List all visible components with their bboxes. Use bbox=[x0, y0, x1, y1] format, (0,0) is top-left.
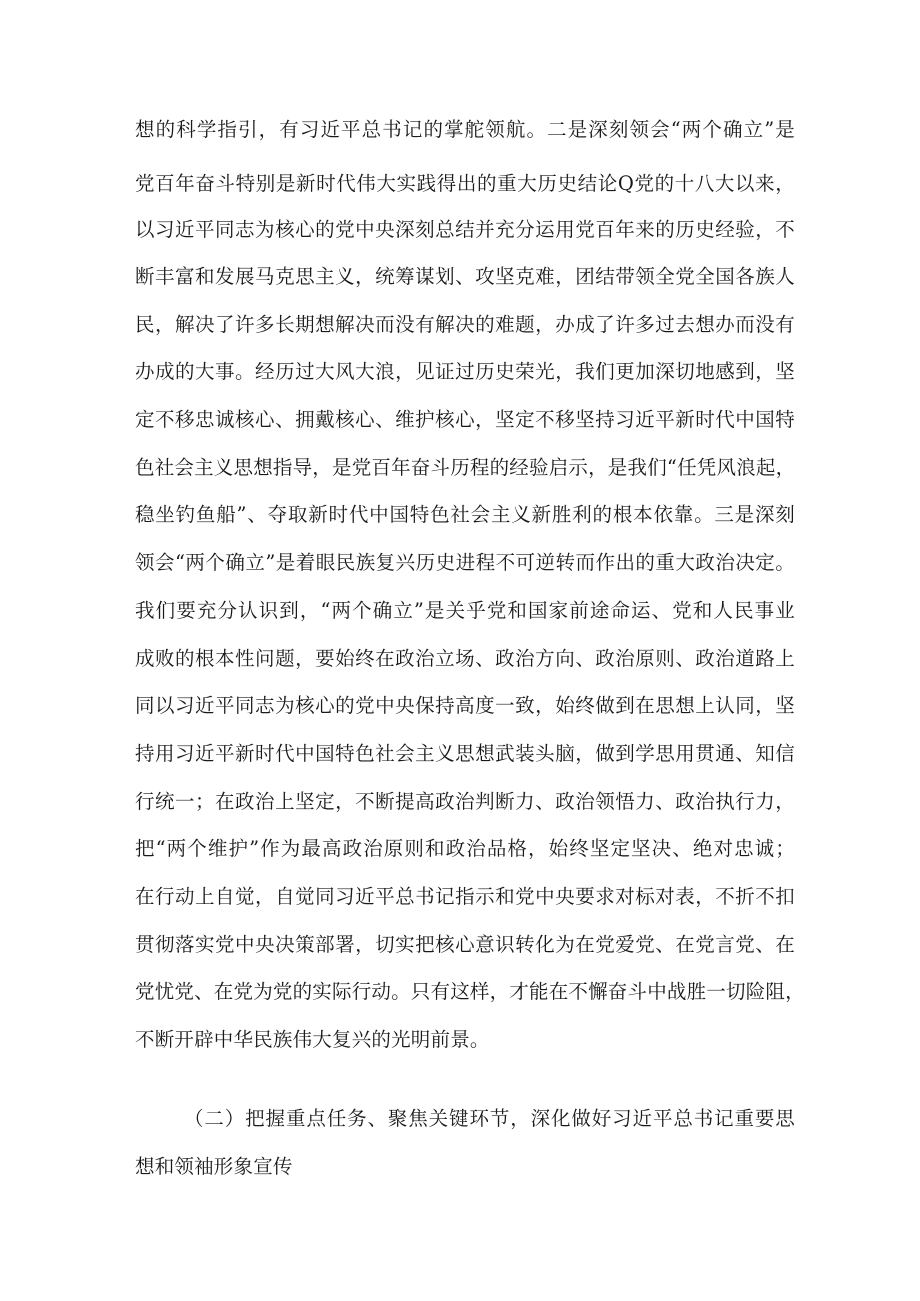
text-line: 定不移忠诚核心、拥戴核心、维护核心，坚定不移坚持习近平新时代中国特 bbox=[135, 408, 795, 431]
text-line: 我们要充分认识到，“两个确立”是关乎党和国家前途命运、党和人民事业 bbox=[135, 599, 795, 622]
text-line: 党忧党、在党为党的实际行动。只有这样，才能在不懈奋斗中战胜一切险阻， bbox=[135, 980, 805, 1003]
text-line: 领会“两个确立”是着眼民族复兴历史进程不可逆转而作出的重大政治决定。 bbox=[135, 551, 795, 574]
text-line: 民，解决了许多长期想解决而没有解决的难题，办成了许多过去想办而没有 bbox=[135, 313, 795, 336]
text-line: 办成的大事。经历过大风大浪，见证过历史荣光，我们更加深切地感到，坚 bbox=[135, 360, 795, 383]
text-line: 成败的根本性问题，要始终在政治立场、政治方向、政治原则、政治道路上 bbox=[135, 647, 795, 670]
text-line: 断丰富和发展马克思主义，统筹谋划、攻坚克难，团结带领全党全国各族人 bbox=[135, 265, 795, 288]
text-line: 贯彻落实党中央决策部署，切实把核心意识转化为在党爱党、在党言党、在 bbox=[135, 933, 795, 956]
text-line: 党百年奋斗特别是新时代伟大实践得出的重大历史结论Q党的十八大以来， bbox=[135, 172, 795, 195]
text-line: 想的科学指引，有习近平总书记的掌舵领航。二是深刻领会“两个确立”是 bbox=[135, 118, 795, 141]
text-line: 不断开辟中华民族伟大复兴的光明前景。 bbox=[135, 1028, 490, 1051]
text-line: 同以习近平同志为核心的党中央保持高度一致，始终做到在思想上认同，坚 bbox=[135, 694, 795, 717]
text-line: 在行动上自觉，自觉同习近平总书记指示和党中央要求对标对表，不折不扣 bbox=[135, 885, 795, 908]
text-line: 色社会主义思想指导，是党百年奋斗历程的经验启示，是我们“任凭风浪起， bbox=[135, 456, 796, 479]
text-line: 稳坐钓鱼船”、夺取新时代中国特色社会主义新胜利的根本依靠。三是深刻 bbox=[135, 503, 795, 526]
heading-line: 想和领袖形象宣传 bbox=[135, 1155, 293, 1178]
text-line: 行统一；在政治上坚定，不断提高政治判断力、政治领悟力、政治执行力， bbox=[135, 790, 795, 813]
text-line: 持用习近平新时代中国特色社会主义思想武装头脑，做到学思用贯通、知信 bbox=[135, 742, 795, 765]
heading-line: （二）把握重点任务、聚焦关键环节，深化做好习近平总书记重要思 bbox=[184, 1107, 795, 1130]
text-line: 把“两个维护”作为最高政治原则和政治品格，始终坚定坚决、绝对忠诚； bbox=[135, 837, 795, 860]
text-line: 以习近平同志为核心的党中央深刻总结并充分运用党百年来的历史经验，不 bbox=[135, 218, 795, 241]
